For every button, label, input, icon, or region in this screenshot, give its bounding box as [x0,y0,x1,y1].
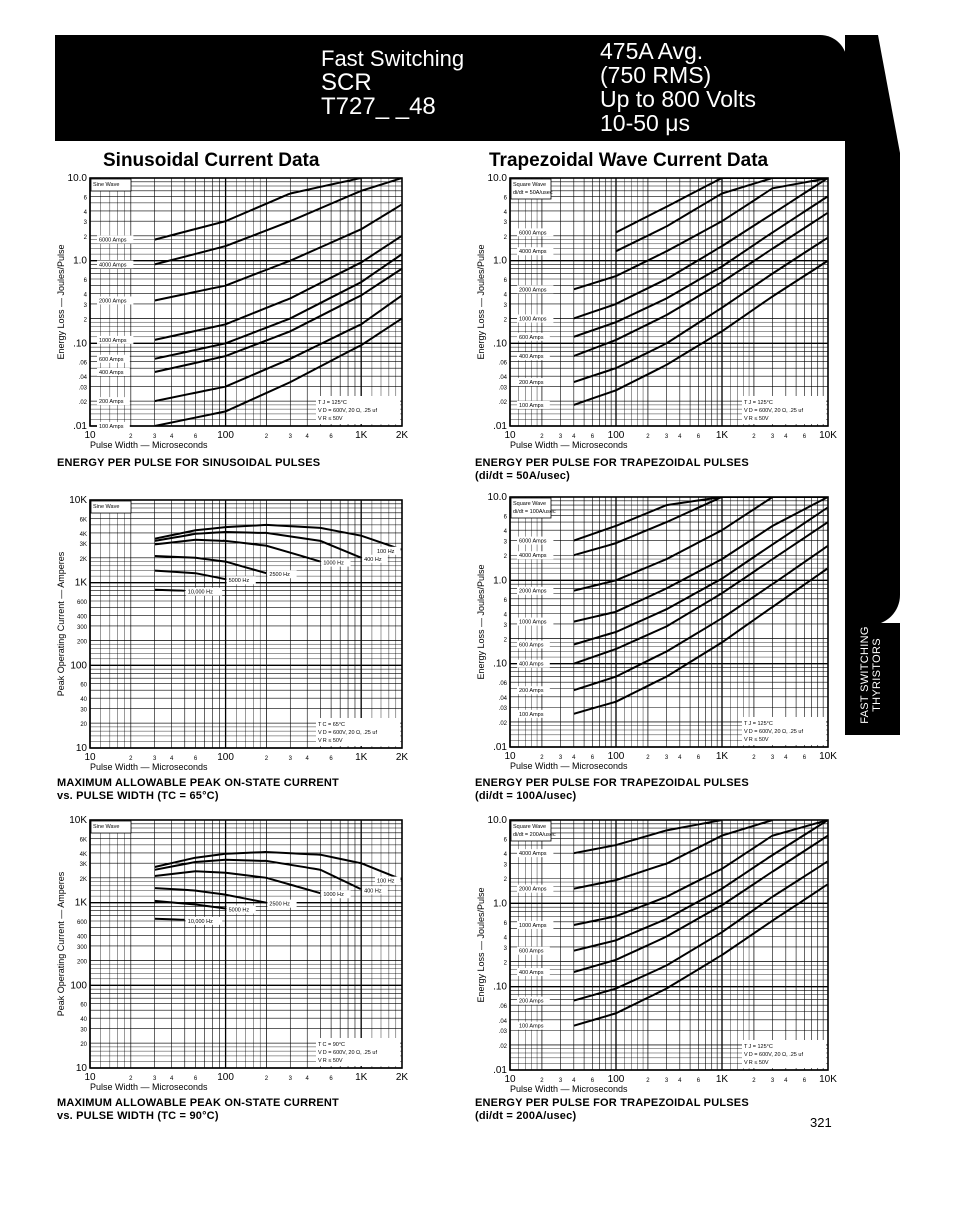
x-axis-label: Pulse Width — Microseconds [510,440,628,450]
y-tick-label: 3 [503,539,507,546]
condition-text: T C = 90°C [318,1042,345,1048]
series-label: 400 Amps [519,969,544,976]
chart-caption [57,777,339,803]
legend-text: Sine Wave [93,182,120,188]
series-label: 200 Amps [99,399,124,406]
x-tick-label: 10 [504,751,516,762]
y-tick-label: 2K [79,876,87,883]
legend-text: di/dt = 100A/usec [513,509,556,515]
header-right-4: 10-50 μs [600,110,690,136]
y-tick-label: 40 [80,1017,87,1024]
y-tick-label: 6 [503,195,507,202]
y-axis-label: Energy Loss — Joules/Pulse [476,564,486,680]
x-tick-label: 10 [84,752,96,763]
x-tick-label: 3 [558,1078,563,1084]
x-tick-label: 3 [664,1078,669,1084]
condition-text: V R ≤ 50V [318,738,343,744]
x-tick-label: 3 [770,1078,775,1084]
series-label: 6000 Amps [99,237,127,244]
series-label: 1000 Amps [519,316,547,323]
x-tick-label: 2 [752,755,756,761]
x-tick-label: 4 [305,1076,309,1082]
x-tick-label: 3 [558,434,563,440]
series-label: 100 Amps [519,711,544,718]
y-tick-label: .02 [78,400,87,407]
x-tick-label: 1K [715,430,729,441]
series-label: 1000 Hz [323,892,344,899]
y-tick-label: 6 [503,837,507,844]
x-tick-label: 6 [590,755,595,761]
header-right-3: Up to 800 Volts [600,86,756,112]
x-tick-label: 10K [819,430,837,441]
series-label: 1000 Hz [323,560,344,567]
x-tick-label: 100 [217,752,234,763]
section-title-left: Sinusoidal Current Data [103,150,320,171]
x-tick-label: 10K [819,1074,837,1085]
y-tick-label: 3 [503,220,507,227]
y-tick-label: .04 [78,375,87,382]
y-tick-label: .02 [498,1043,507,1050]
x-tick-label: 2 [129,756,133,762]
x-axis-label: Pulse Width — Microseconds [510,761,628,771]
series-label: 100 Hz [377,548,395,555]
y-tick-label: 6K [79,517,87,524]
x-tick-label: 1K [355,752,368,763]
x-tick-label: 4 [169,756,174,762]
y-tick-label: 4 [503,612,507,619]
y-tick-label: 60 [80,682,87,689]
y-tick-label: 400 [76,614,87,621]
y-tick-label: 20 [80,722,87,729]
y-tick-label: 2 [83,317,87,324]
y-tick-label: 10 [75,1063,87,1074]
x-tick-label: 6 [193,756,198,762]
condition-text: V R ≤ 50V [318,416,343,422]
y-tick-label: 6 [503,514,507,521]
caption-line: (di/dt = 200A/usec) [475,1110,577,1122]
caption-line: ENERGY PER PULSE FOR SINUSOIDAL PULSES [57,457,321,469]
condition-text: V D = 600V, 20 Ω, .25 uf [318,730,377,736]
x-tick-label: 2K [395,430,409,441]
conditions-box [742,1040,826,1068]
series-label: 2000 Amps [519,287,547,294]
y-tick-label: .03 [498,385,507,392]
y-tick-label: .10 [493,981,507,993]
y-tick-label: .06 [498,681,507,688]
y-tick-label: 2 [503,234,507,241]
y-tick-label: 300 [76,624,87,631]
y-tick-label: .04 [498,375,507,382]
header-left-3: T727_ _48 [321,93,436,120]
x-tick-label: 3 [770,755,775,761]
x-tick-label: 4 [169,434,174,440]
y-tick-label: 600 [76,600,87,607]
y-tick-label: 40 [80,697,87,704]
y-tick-label: 600 [76,920,87,927]
x-tick-label: 4 [678,1078,682,1084]
x-tick-label: 2 [129,434,133,440]
condition-text: V R ≤ 50V [318,1058,343,1064]
y-tick-label: 6 [503,920,507,927]
y-tick-label: 100 [70,660,87,672]
y-axis-label: Energy Loss — Joules/Pulse [476,244,486,360]
series-label: 4000 Amps [519,249,547,256]
x-tick-label: 100 [217,1072,234,1083]
x-tick-label: 3 [770,434,775,440]
series-label: 100 Amps [519,1023,544,1030]
y-tick-label: 6 [503,278,507,285]
series-label: 4000 Amps [519,851,547,858]
x-tick-label: 1K [355,430,368,441]
y-tick-label: .03 [498,1029,507,1036]
x-tick-label: 2 [264,434,269,440]
y-tick-label: 6 [83,195,87,202]
page-number: 321 [810,1115,832,1130]
y-tick-label: 4 [503,852,507,859]
series-label: 100 Hz [377,878,395,885]
y-tick-label: .06 [498,1004,507,1011]
y-tick-label: 4 [503,935,507,942]
series-label: 600 Amps [519,948,544,955]
x-tick-label: 6 [696,434,701,440]
x-tick-label: 6 [696,755,701,761]
x-tick-label: 100 [607,1074,625,1085]
y-tick-label: 300 [76,944,87,951]
y-tick-label: 10.0 [67,173,87,184]
y-tick-label: .03 [498,706,507,713]
legend-text: di/dt = 50A/usec [513,190,553,196]
legend-box [511,821,556,841]
y-tick-label: 10K [69,495,87,506]
y-tick-label: 4 [503,529,507,536]
x-tick-label: 6 [696,1078,701,1084]
x-tick-label: 10 [504,1074,516,1085]
x-tick-label: 6 [802,1078,807,1084]
section-title-right: Trapezoidal Wave Current Data [489,150,769,171]
x-tick-label: 4 [572,434,576,440]
caption-line: (di/dt = 100A/usec) [475,790,577,802]
caption-line: ENERGY PER PULSE FOR TRAPEZOIDAL PULSES [475,457,749,469]
header-left-2: SCR [321,69,372,96]
x-tick-label: 3 [664,434,669,440]
series-label: 5000 Hz [228,907,250,914]
x-tick-label: 2 [540,1078,544,1084]
series-label: 200 Amps [519,998,544,1005]
caption-line: MAXIMUM ALLOWABLE PEAK ON-STATE CURRENT [57,777,339,789]
x-tick-label: 4 [784,755,788,761]
series-label: 200 Amps [519,380,544,387]
y-tick-label: 3K [79,862,87,869]
series-label: 100 Amps [519,402,544,409]
series-label: 2000 Amps [519,588,547,595]
series-label: 200 Amps [519,688,544,695]
y-tick-label: 4K [79,851,87,858]
series-label: 10,000 Hz [187,589,213,596]
header-right-2: (750 RMS) [600,62,712,88]
y-tick-label: .02 [498,720,507,727]
caption-line: (di/dt = 50A/usec) [475,470,570,482]
condition-text: V R ≤ 50V [744,1060,769,1066]
legend-text: Sine Wave [93,824,120,830]
series-label: 600 Amps [519,642,544,649]
y-tick-label: 1K [74,577,87,589]
x-tick-label: 4 [305,434,309,440]
y-tick-label: 10 [75,743,87,754]
x-tick-label: 3 [664,755,669,761]
y-tick-label: .06 [498,360,507,367]
y-tick-label: .01 [73,421,87,432]
x-tick-label: 100 [217,430,234,441]
y-tick-label: 4 [503,292,507,299]
x-axis-label: Pulse Width — Microseconds [90,762,208,772]
y-tick-label: 4 [83,292,87,299]
x-tick-label: 4 [784,1078,788,1084]
grid [510,820,828,1070]
y-tick-label: 10.0 [487,492,507,503]
condition-text: T C = 65°C [318,722,345,728]
series-label: 1000 Amps [99,337,127,344]
x-tick-label: 6 [329,756,333,762]
chart-caption [475,457,749,483]
x-tick-label: 10 [504,430,516,441]
x-axis-label: Pulse Width — Microseconds [90,1082,208,1092]
x-tick-label: 6 [193,1076,198,1082]
condition-text: T J = 125°C [744,1044,773,1050]
series-label: 2000 Amps [519,886,547,893]
y-tick-label: 30 [80,1027,87,1034]
legend-text: Square Wave [513,824,547,830]
x-tick-label: 3 [153,434,157,440]
x-tick-label: 6 [329,434,333,440]
x-tick-label: 1K [355,1072,368,1083]
y-tick-label: 1.0 [493,255,507,267]
x-tick-label: 3 [288,756,292,762]
y-axis-label: Peak Operating Current — Amperes [56,551,66,697]
x-tick-label: 1K [715,751,729,762]
y-tick-label: 2 [83,234,87,241]
x-tick-label: 2 [264,1076,269,1082]
condition-text: V D = 600V, 20 Ω, .25 uf [318,408,377,414]
y-axis-label: Energy Loss — Joules/Pulse [476,887,486,1003]
series-label: 5000 Hz [228,578,250,585]
series-label: 6000 Amps [519,230,547,237]
y-axis-label: Peak Operating Current — Amperes [56,871,66,1017]
legend-text: di/dt = 200A/usec [513,832,556,838]
x-tick-label: 3 [288,434,292,440]
y-axis-label: Energy Loss — Joules/Pulse [56,244,66,360]
x-tick-label: 2 [540,434,544,440]
chart-caption [475,777,749,803]
plot-frame [510,820,828,1070]
series-label: 400 Amps [519,354,544,361]
series-label: 4000 Amps [519,553,547,560]
y-tick-label: .01 [493,742,507,753]
series-label: 400 Amps [99,370,124,377]
y-tick-label: .10 [493,338,507,350]
x-tick-label: 2K [395,1072,409,1083]
condition-text: T J = 125°C [744,721,773,727]
x-tick-label: 3 [288,1076,292,1082]
condition-text: T J = 125°C [318,400,347,406]
header-right-1: 475A Avg. [600,38,704,64]
y-tick-label: 2 [503,960,507,967]
x-tick-label: 10 [84,1072,96,1083]
x-tick-label: 6 [802,755,807,761]
y-tick-label: .02 [498,400,507,407]
y-tick-label: 2 [503,877,507,884]
x-tick-label: 100 [607,430,625,441]
series-label: 600 Amps [99,356,124,363]
y-tick-label: 6 [503,597,507,604]
y-tick-label: .04 [498,1018,507,1025]
x-tick-label: 3 [153,756,157,762]
y-tick-label: 6 [83,278,87,285]
y-tick-label: .01 [493,421,507,432]
x-tick-label: 2 [646,1078,650,1084]
x-tick-label: 100 [607,751,625,762]
x-tick-label: 3 [558,755,563,761]
chart-caption [57,1097,339,1123]
y-tick-label: 10.0 [487,815,507,826]
x-tick-label: 2 [646,434,650,440]
caption-line: ENERGY PER PULSE FOR TRAPEZOIDAL PULSES [475,777,749,789]
series-label: 100 Amps [99,424,124,430]
y-tick-label: 30 [80,707,87,714]
x-tick-label: 4 [784,434,788,440]
chart-caption [57,457,320,470]
condition-text: V D = 600V, 20 Ω, .25 uf [318,1050,377,1056]
y-tick-label: 200 [76,959,87,966]
y-tick-label: 10K [69,815,87,826]
y-tick-label: 1.0 [493,898,507,910]
y-tick-label: 4K [79,531,87,538]
y-tick-label: 2 [503,637,507,644]
condition-text: V D = 600V, 20 Ω, .25 uf [744,1052,803,1058]
y-tick-label: .04 [498,695,507,702]
condition-text: V R ≤ 50V [744,737,769,743]
y-tick-label: 100 [70,980,87,992]
x-tick-label: 2 [540,755,544,761]
y-tick-label: 4 [503,209,507,216]
y-tick-label: 3K [79,542,87,549]
x-tick-label: 1K [715,1074,729,1085]
chart-caption [475,1097,749,1123]
y-tick-label: 10.0 [487,173,507,184]
condition-text: V D = 600V, 20 Ω, .25 uf [744,408,803,414]
y-tick-label: .10 [73,338,87,350]
series-label: 2500 Hz [269,901,290,908]
series-label: 600 Amps [519,334,544,341]
y-tick-label: .01 [493,1065,507,1076]
x-tick-label: 2 [264,756,269,762]
condition-text: T J = 125°C [744,400,773,406]
x-tick-label: 6 [193,434,198,440]
y-tick-label: 20 [80,1042,87,1049]
x-tick-label: 4 [305,756,309,762]
caption-line: MAXIMUM ALLOWABLE PEAK ON-STATE CURRENT [57,1097,339,1109]
x-tick-label: 2 [129,1076,133,1082]
x-tick-label: 10K [819,751,837,762]
y-tick-label: 400 [76,934,87,941]
x-tick-label: 6 [329,1076,333,1082]
series-label: 400 Amps [519,661,544,668]
legend-text: Square Wave [513,501,547,507]
series-label: 400 Hz [364,556,382,563]
series-label: 1000 Amps [519,922,547,929]
y-tick-label: 3 [83,220,87,227]
y-tick-label: 1K [74,897,87,909]
series-label: 4000 Amps [99,262,127,269]
x-tick-label: 6 [590,434,595,440]
series-label: 10,000 Hz [187,918,213,925]
y-tick-label: 6K [79,837,87,844]
caption-line: ENERGY PER PULSE FOR TRAPEZOIDAL PULSES [475,1097,749,1109]
y-tick-label: .10 [493,658,507,670]
x-tick-label: 10 [84,430,96,441]
legend-text: Square Wave [513,182,547,188]
x-tick-label: 4 [572,1078,576,1084]
series-label: 6000 Amps [519,538,547,545]
section-tab-label: FAST SWITCHING THYRISTORS [859,626,883,724]
series-line [574,884,828,1026]
y-tick-label: 3 [503,302,507,309]
legend-text: Sine Wave [93,504,120,510]
x-tick-label: 2 [752,434,756,440]
condition-text: V R ≤ 50V [744,416,769,422]
caption-line: vs. PULSE WIDTH (TC = 90°C) [57,1110,219,1122]
x-tick-label: 2 [752,1078,756,1084]
x-tick-label: 4 [678,434,682,440]
y-tick-label: 2 [503,554,507,561]
y-tick-label: 3 [503,622,507,629]
condition-text: V D = 600V, 20 Ω, .25 uf [744,729,803,735]
y-tick-label: .03 [78,385,87,392]
y-tick-label: 2 [503,317,507,324]
series-label: 1000 Amps [519,619,547,626]
x-tick-label: 3 [153,1076,157,1082]
y-tick-label: 4 [83,209,87,216]
x-tick-label: 4 [678,755,682,761]
header-left-1: Fast Switching [321,46,465,71]
x-tick-label: 4 [169,1076,174,1082]
y-tick-label: 1.0 [493,575,507,587]
y-tick-label: .06 [78,360,87,367]
x-axis-label: Pulse Width — Microseconds [510,1084,628,1094]
series-label: 2000 Amps [99,298,127,305]
y-tick-label: 1.0 [73,255,87,267]
y-tick-label: 3 [83,302,87,309]
x-tick-label: 2 [646,755,650,761]
x-tick-label: 6 [590,1078,595,1084]
y-tick-label: 200 [76,639,87,646]
series-label: 400 Hz [364,888,382,895]
y-tick-label: 3 [503,862,507,869]
y-tick-label: 60 [80,1002,87,1009]
x-tick-label: 4 [572,755,576,761]
x-tick-label: 2K [395,752,409,763]
caption-line: vs. PULSE WIDTH (TC = 65°C) [57,790,219,802]
y-tick-label: 3 [503,945,507,952]
x-axis-label: Pulse Width — Microseconds [90,440,208,450]
x-tick-label: 6 [802,434,807,440]
series-label: 2500 Hz [269,572,290,579]
y-tick-label: 2K [79,556,87,563]
